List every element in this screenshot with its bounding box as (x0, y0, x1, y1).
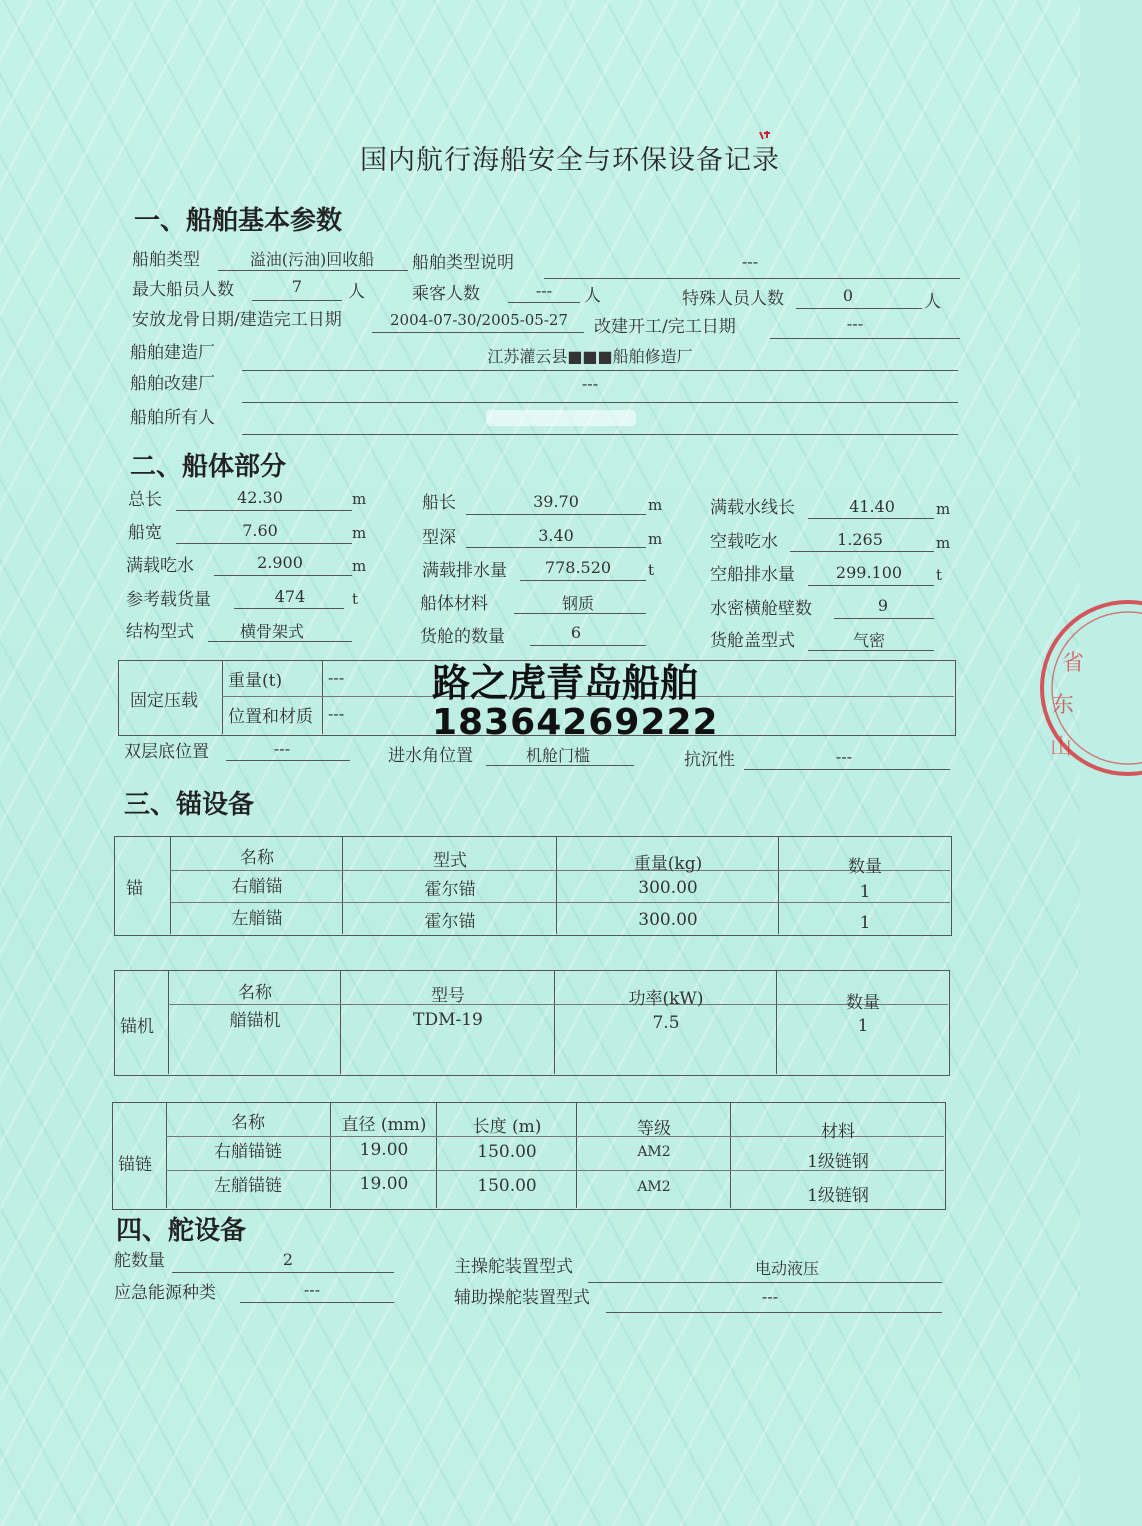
loa-unit: m (352, 490, 367, 508)
table-cell: 1 (859, 913, 871, 933)
rudder-count-label: 舵数量 (114, 1251, 165, 1271)
table-cell: 300.00 (638, 878, 698, 898)
anchor-header: 名称 (240, 848, 274, 868)
bulkheads-label: 水密横舱壁数 (710, 599, 812, 619)
table-cell: 19.00 (359, 1174, 409, 1194)
chain-label: 锚链 (118, 1155, 152, 1175)
ballast-pos-label: 位置和材质 (228, 707, 313, 727)
keel-value: 2004-07-30/2005-05-27 (389, 311, 569, 329)
beam-value: 7.60 (242, 521, 278, 540)
ballast-weight-label: 重量(t) (228, 671, 283, 691)
flood-label: 进水角位置 (388, 746, 473, 766)
beam-unit: m (352, 524, 367, 542)
loa-label: 总长 (128, 490, 162, 510)
keel-label: 安放龙骨日期/建造完工日期 (132, 310, 342, 330)
table-cell: 1 (857, 1016, 869, 1036)
chain-header: 直径 (mm) (341, 1115, 427, 1135)
passengers-value: --- (535, 281, 553, 300)
light-disp-label: 空船排水量 (710, 565, 795, 585)
special-unit: 人 (924, 292, 941, 312)
cargo-value: 474 (274, 587, 306, 606)
full-draft-unit: m (352, 557, 367, 575)
table-cell: 150.00 (477, 1142, 537, 1162)
table-cell: 霍尔锚 (424, 880, 476, 900)
max-crew-unit: 人 (348, 282, 365, 302)
hatch-value: 气密 (852, 631, 885, 650)
ship-type-desc-label: 船舶类型说明 (412, 253, 514, 273)
rebuilder-value: --- (581, 374, 599, 393)
section-anchor-heading: 三、锚设备 (124, 790, 255, 820)
passengers-label: 乘客人数 (412, 284, 480, 304)
ship-type-label: 船舶类型 (132, 250, 200, 270)
cargo-label: 参考载货量 (126, 590, 211, 610)
ballast-weight-value: --- (328, 668, 345, 687)
full-draft-value: 2.900 (257, 553, 303, 572)
full-disp-unit: t (648, 561, 655, 579)
light-disp-unit: t (936, 566, 943, 584)
table-cell: TDM-19 (413, 1010, 483, 1030)
ballast-pos-value: --- (328, 704, 345, 723)
redaction-patch (486, 410, 636, 426)
rudder-count-value: 2 (282, 1250, 294, 1269)
light-disp-value: 299.100 (835, 563, 903, 582)
table-cell: 19.00 (359, 1140, 409, 1160)
full-draft-label: 满载吃水 (126, 556, 194, 576)
lwl-unit: m (936, 500, 951, 518)
refit-label: 改建开工/完工日期 (594, 317, 736, 337)
cargo-unit: t (352, 590, 359, 608)
full-disp-label: 满载排水量 (422, 561, 507, 581)
light-draft-label: 空载吃水 (710, 532, 778, 552)
hatch-label: 货舱盖型式 (710, 631, 795, 651)
special-value: 0 (842, 286, 854, 305)
anchor-header: 数量 (848, 857, 882, 877)
lwl-label: 满载水线长 (710, 498, 795, 518)
table-cell: AM2 (637, 1179, 671, 1195)
structure-value: 横骨架式 (239, 622, 304, 641)
chain-header: 名称 (231, 1113, 265, 1133)
owner-label: 船舶所有人 (130, 408, 215, 428)
anchor-label: 锚 (126, 879, 143, 899)
emergency-power-value: --- (303, 1280, 321, 1299)
double-bottom-value: --- (273, 739, 291, 758)
aux-steering-value: --- (761, 1287, 779, 1306)
builder-value: 江苏灌云县■■■船舶修造厂 (487, 347, 693, 366)
table-cell: 右艏锚链 (214, 1142, 282, 1162)
chain-header: 长度 (m) (472, 1117, 542, 1137)
watermark-phone: 18364269222 (432, 702, 719, 743)
sink-label: 抗沉性 (684, 750, 735, 770)
windlass-header: 数量 (846, 993, 880, 1013)
double-bottom-label: 双层底位置 (124, 742, 209, 762)
chain-header: 材料 (821, 1122, 855, 1142)
table-cell: AM2 (637, 1144, 671, 1160)
lwl-value: 41.40 (849, 497, 895, 516)
main-steering-value: 电动液压 (754, 1259, 819, 1278)
ship-type-value: 溢油(污油)回收船 (249, 250, 375, 269)
max-crew-label: 最大船员人数 (132, 280, 234, 300)
lpp-label: 船长 (422, 493, 456, 513)
table-cell: 艏锚机 (229, 1011, 281, 1031)
watermark-text: 路之虎青岛船舶 (432, 661, 699, 705)
table-cell: 1级链钢 (807, 1152, 869, 1172)
svg-text:山: 山 (1050, 735, 1073, 760)
depth-unit: m (648, 530, 663, 548)
holds-label: 货舱的数量 (420, 627, 505, 647)
light-draft-value: 1.265 (837, 530, 883, 549)
red-seal-stamp (1032, 600, 1142, 780)
flood-value: 机舱门槛 (525, 746, 590, 765)
builder-label: 船舶建造厂 (130, 343, 215, 363)
lpp-value: 39.70 (533, 492, 579, 511)
holds-value: 6 (570, 623, 582, 642)
table-cell: 霍尔锚 (424, 912, 476, 932)
aux-steering-label: 辅助操舵装置型式 (454, 1288, 590, 1308)
windlass-header: 功率(kW) (628, 989, 704, 1009)
svg-text:东: 东 (1052, 693, 1075, 718)
light-draft-unit: m (936, 534, 951, 552)
anchor-header: 型式 (433, 851, 467, 871)
table-cell: 150.00 (477, 1176, 537, 1196)
anchor-header: 重量(kg) (633, 854, 703, 874)
depth-label: 型深 (422, 528, 456, 548)
material-value: 钢质 (561, 594, 594, 613)
table-cell: 300.00 (638, 910, 698, 930)
table-cell: 左艏锚链 (214, 1176, 282, 1196)
section-basic-heading: 一、船舶基本参数 (134, 206, 343, 236)
section-hull-heading: 二、船体部分 (130, 452, 287, 482)
windlass-header: 名称 (238, 983, 272, 1003)
table-cell: 1 (859, 882, 871, 902)
ballast-label: 固定压载 (130, 691, 198, 711)
windlass-header: 型号 (431, 986, 465, 1006)
rebuilder-label: 船舶改建厂 (130, 374, 215, 394)
red-mark-icon (758, 130, 772, 142)
full-disp-value: 778.520 (544, 558, 612, 577)
special-label: 特殊人员人数 (682, 289, 784, 309)
lpp-unit: m (648, 496, 663, 514)
table-cell: 左艏锚 (231, 909, 283, 929)
ship-type-desc-value: --- (741, 252, 759, 271)
windlass-label: 锚机 (120, 1017, 154, 1037)
table-cell: 7.5 (652, 1013, 680, 1033)
table-cell: 右艏锚 (231, 877, 283, 897)
main-steering-label: 主操舵装置型式 (454, 1257, 573, 1277)
depth-value: 3.40 (538, 526, 574, 545)
svg-text:省: 省 (1062, 651, 1085, 676)
loa-value: 42.30 (237, 488, 283, 507)
table-cell: 1级链钢 (807, 1186, 869, 1206)
passengers-unit: 人 (584, 286, 601, 306)
bulkheads-value: 9 (877, 596, 889, 615)
max-crew-value: 7 (291, 277, 303, 296)
material-label: 船体材料 (420, 594, 488, 614)
document-title: 国内航行海船安全与环保设备记录 (360, 145, 780, 176)
sink-value: --- (835, 747, 853, 766)
chain-header: 等级 (637, 1119, 671, 1139)
section-rudder-heading: 四、舵设备 (116, 1216, 247, 1246)
emergency-power-label: 应急能源种类 (114, 1283, 216, 1303)
refit-value: --- (846, 314, 864, 333)
beam-label: 船宽 (128, 523, 162, 543)
structure-label: 结构型式 (126, 622, 194, 642)
